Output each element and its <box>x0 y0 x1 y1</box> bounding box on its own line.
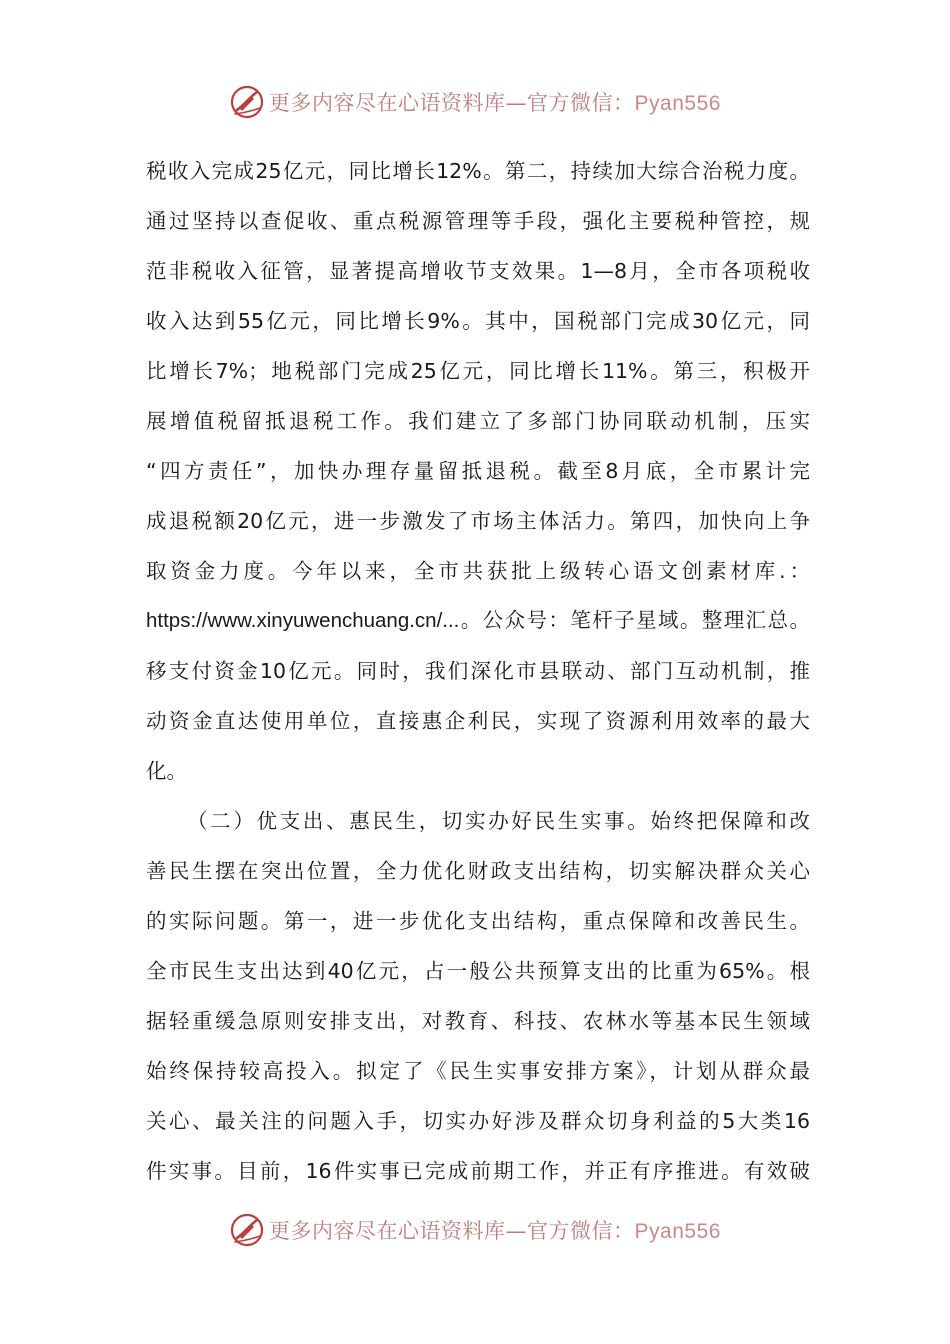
body-line: 据轻重缓急原则安排支出，对教育、科技、农林水等基本民生领域 <box>146 1009 810 1033</box>
header-banner <box>0 82 950 122</box>
body-line: 动资金直达使用单位，直接惠企利民，实现了资源利用效率的最大 <box>146 709 810 733</box>
body-line: 取资金力度。今年以来，全市共获批上级转心语文创素材库.： <box>146 559 810 583</box>
wechat-id: Pyan556 <box>634 92 721 115</box>
section-heading-line: （二）优支出、惠民生，切实办好民生实事。始终把保障和改 <box>187 809 810 833</box>
body-line: 移支付资金10亿元。同时，我们深化市县联动、部门互动机制，推 <box>146 659 810 683</box>
body-line: 的实际问题。第一，进一步优化支出结构，重点保障和改善民生。 <box>146 909 810 933</box>
body-line: 关心、最关注的问题入手，切实办好涉及群众切身利益的5大类16 <box>146 1109 810 1133</box>
body-line: 比增长7%；地税部门完成25亿元，同比增长11%。第三，积极开 <box>146 359 810 383</box>
banner-text <box>269 87 721 117</box>
banner-slogan: 更多内容尽在心语资料库—官方微信： <box>269 1219 635 1243</box>
pen-logo-icon <box>229 84 265 120</box>
body-line: 展增值税留抵退税工作。我们建立了多部门协同联动机制，压实 <box>146 409 810 433</box>
document-body <box>146 146 810 1196</box>
body-line: 税收入完成25亿元，同比增长12%。第二，持续加大综合治税力度。 <box>146 159 810 183</box>
pen-logo-icon <box>229 1212 265 1248</box>
banner-slogan: 更多内容尽在心语资料库—官方微信： <box>269 91 635 115</box>
body-line: 件实事。目前，16件实事已完成前期工作，并正有序推进。有效破 <box>146 1159 810 1183</box>
body-line: 收入达到55亿元，同比增长9%。其中，国税部门完成30亿元，同 <box>146 309 810 333</box>
footer-banner <box>0 1210 950 1250</box>
body-line: “四方责任”，加快办理存量留抵退税。截至8月底，全市累计完 <box>146 459 810 483</box>
banner-text <box>269 1215 721 1245</box>
body-line: 全市民生支出达到40亿元，占一般公共预算支出的比重为65%。根 <box>146 959 810 983</box>
body-line: 通过坚持以查促收、重点税源管理等手段，强化主要税种管控，规 <box>146 209 810 233</box>
body-line: 化。 <box>146 759 187 783</box>
body-line: 善民生摆在突出位置，全力优化财政支出结构，切实解决群众关心 <box>146 859 810 883</box>
wechat-id: Pyan556 <box>634 1220 721 1243</box>
body-line: 始终保持较高投入。拟定了《民生实事安排方案》，计划从群众最 <box>146 1059 810 1083</box>
body-line: 范非税收入征管，显著提高增收节支效果。1—8月，全市各项税收 <box>146 259 810 283</box>
body-line: 成退税额20亿元，进一步激发了市场主体活力。第四，加快向上争 <box>146 509 810 533</box>
body-line-url: https://www.xinyuwenchuang.cn/...。公众号：笔杆子星域。整理汇总。 <box>146 609 810 632</box>
